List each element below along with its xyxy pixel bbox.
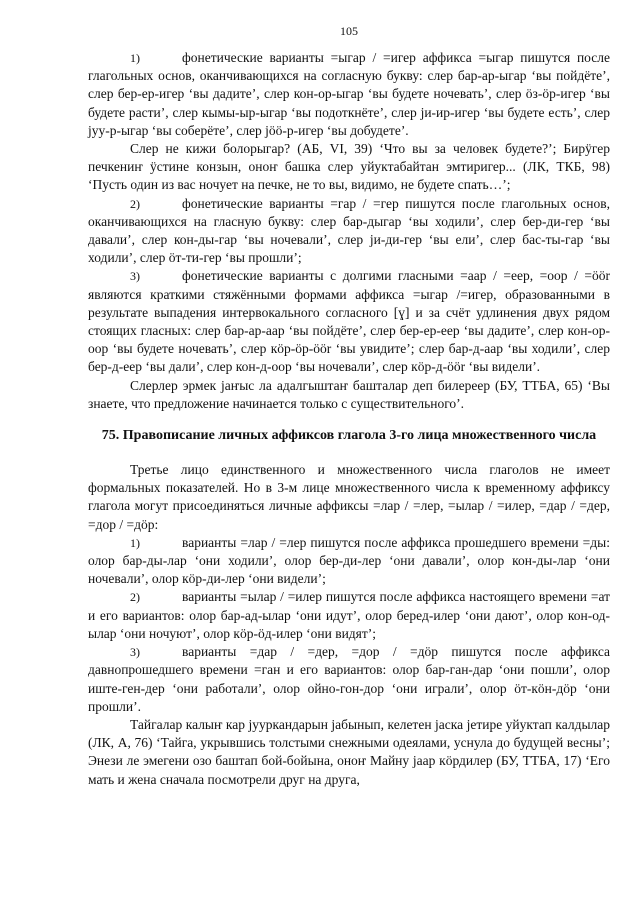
list-number: 1): [130, 51, 140, 65]
paragraph: [88, 643, 610, 716]
list-number: 2): [130, 196, 140, 211]
paragraph-text: Тайгалар калыҥ кар јууркандарын јабынып, келетен јаска јетире уйуктап калдылар (ЛК, А, 76) ‘Тайга, укрывшись толстыми снежными одеялами, уснула до будущей весны’; Энези ле эмегени озо баштап бой-бойына, оноҥ Майну јаар кöрдилер (БУ, ТТБА, 17) ‘Его мать и жена сначала посмотрели друг на друга,: [88, 716, 610, 787]
paragraph-text: фонетические варианты с долгими гласными =аар / =еер, =оор / =öör являются краткими стяжёнными формами аффикса =ыгар /=игер, образованными в результате выпадения интервокального согласного [ɣ] и за счёт удлинения двух рядом стоящих гласных: слер бар-ар-аар ‘вы пойдёте’, слер бер-ер-еер ‘вы дадите’, слер кон-ор-оор ‘вы будете ночевать’, слер кöр-öр-öör ‘вы увидите’; слер бар-д-аар ‘вы ходили’, слер бер-д-еер ‘вы дали’, слер кон-д-оор ‘вы ночевали’, слер кöр-д-öör ‘вы видели’.: [88, 268, 610, 375]
paragraph: [88, 49, 610, 140]
list-number: 3): [130, 269, 140, 284]
list-number: 2): [130, 590, 140, 605]
paragraph-text: Слерлер эрмек јаҥыс ла адалгыштаҥ башталар деп билереер (БУ, ТТБА, 65) ‘Вы знаете, что предложение начинается только с существительного’.: [88, 377, 610, 411]
paragraph: [88, 140, 610, 195]
paragraph-text: Слер не кижи болорыгар? (АБ, VI, 39) ‘Что вы за человек будете?’; Бирӱгер печкениҥ ӱстине конзын, оноҥ башка слер уйуктабайтан эмтиригер... (ЛК, ТКБ, 98) ‘Пусть один из вас ночует на печке, не то вы, видимо, не будете спать…’;: [88, 141, 610, 193]
paragraph-text: варианты =лар / =лер пишутся после аффикса прошедшего времени =ды: олор бар-ды-лар ‘они ходили’, олор бер-ди-лер ‘они давали’, олор кон-ды-лар ‘они ночевали’, олор кöр-ди-лер ‘они видели’;: [88, 534, 610, 587]
list-number: 3): [130, 645, 140, 660]
paragraph-block-1: [88, 49, 610, 413]
paragraph: [88, 588, 610, 643]
paragraph: [88, 716, 610, 789]
paragraph-text: варианты =ылар / =илер пишутся после аффикса настоящего времени =ат и его вариантов: олор бар-ад-ылар ‘они идут’, олор беред-илер ‘они дают’, олор кон-од-ылар ‘они ночуют’, олор кöр-öд-илер ‘они видят’;: [88, 589, 610, 641]
paragraph-text: фонетические варианты =гар / =гер пишутся после глагольных основ, оканчивающихся на гласную букву: слер бар-дыгар ‘вы ходили’, слер бер-ди-гер ‘вы давали’, слер кон-ды-гар ‘вы ночевали’, слер jи-ди-гер ‘вы ели’, слер бас-ты-гар ‘вы ходили’, слер öт-ти-гер ‘вы прошли’;: [88, 195, 610, 266]
paragraph: [88, 461, 610, 534]
paragraph: [88, 534, 610, 589]
paragraph-block-2: [88, 461, 610, 789]
page-number: 105: [340, 24, 358, 38]
paragraph: [88, 377, 610, 413]
list-number: 1): [130, 535, 140, 550]
document-page: [88, 24, 610, 789]
paragraph: [88, 195, 610, 268]
section-title: 75. Правописание личных аффиксов глагола 3-го лица множественного числа: [101, 428, 597, 444]
paragraph-text: варианты =дар / =дер, =дор / =дöр пишутся после аффикса давнопрошедшего времени =ган и его вариантов: олор бар-ган-дар ‘они пошли’, олор иште-ген-дер ‘они работали’, олор ойно-гон-дор ‘они играли’, олор öт-кöн-дöр ‘они прошли’.: [88, 644, 610, 714]
paragraph-text: фонетические варианты =ыгар / =игер аффикса =ыгар пишутся после глагольных основ, оканчивающихся на согласную букву: слер бар-ар-ыгар ‘вы пойдёте’, слер бер-ер-игер ‘вы дадите’, слер кон-ор-ыгар ‘вы будете ночевать’, слер öз-öр-игер ‘вы будете расти’, слер кымы-ыр-ыгар ‘вы подоткнёте’, слер jи-ир-игер ‘вы будете есть’, слер jуу-р-ыгар ‘вы соберёте’, слер jöö-р-игер ‘вы добудете’.: [88, 50, 610, 138]
paragraph-text: Третье лицо единственного и множественного числа глаголов не имеет формальных показателей. Но в 3-м лице множественного числа к временному аффиксу глагола могут присоединяться личные аффиксы =лар / =лер, =ылар / =илер, =дар / =дер, =дор / =дöр:: [88, 462, 610, 532]
paragraph: [88, 267, 610, 376]
